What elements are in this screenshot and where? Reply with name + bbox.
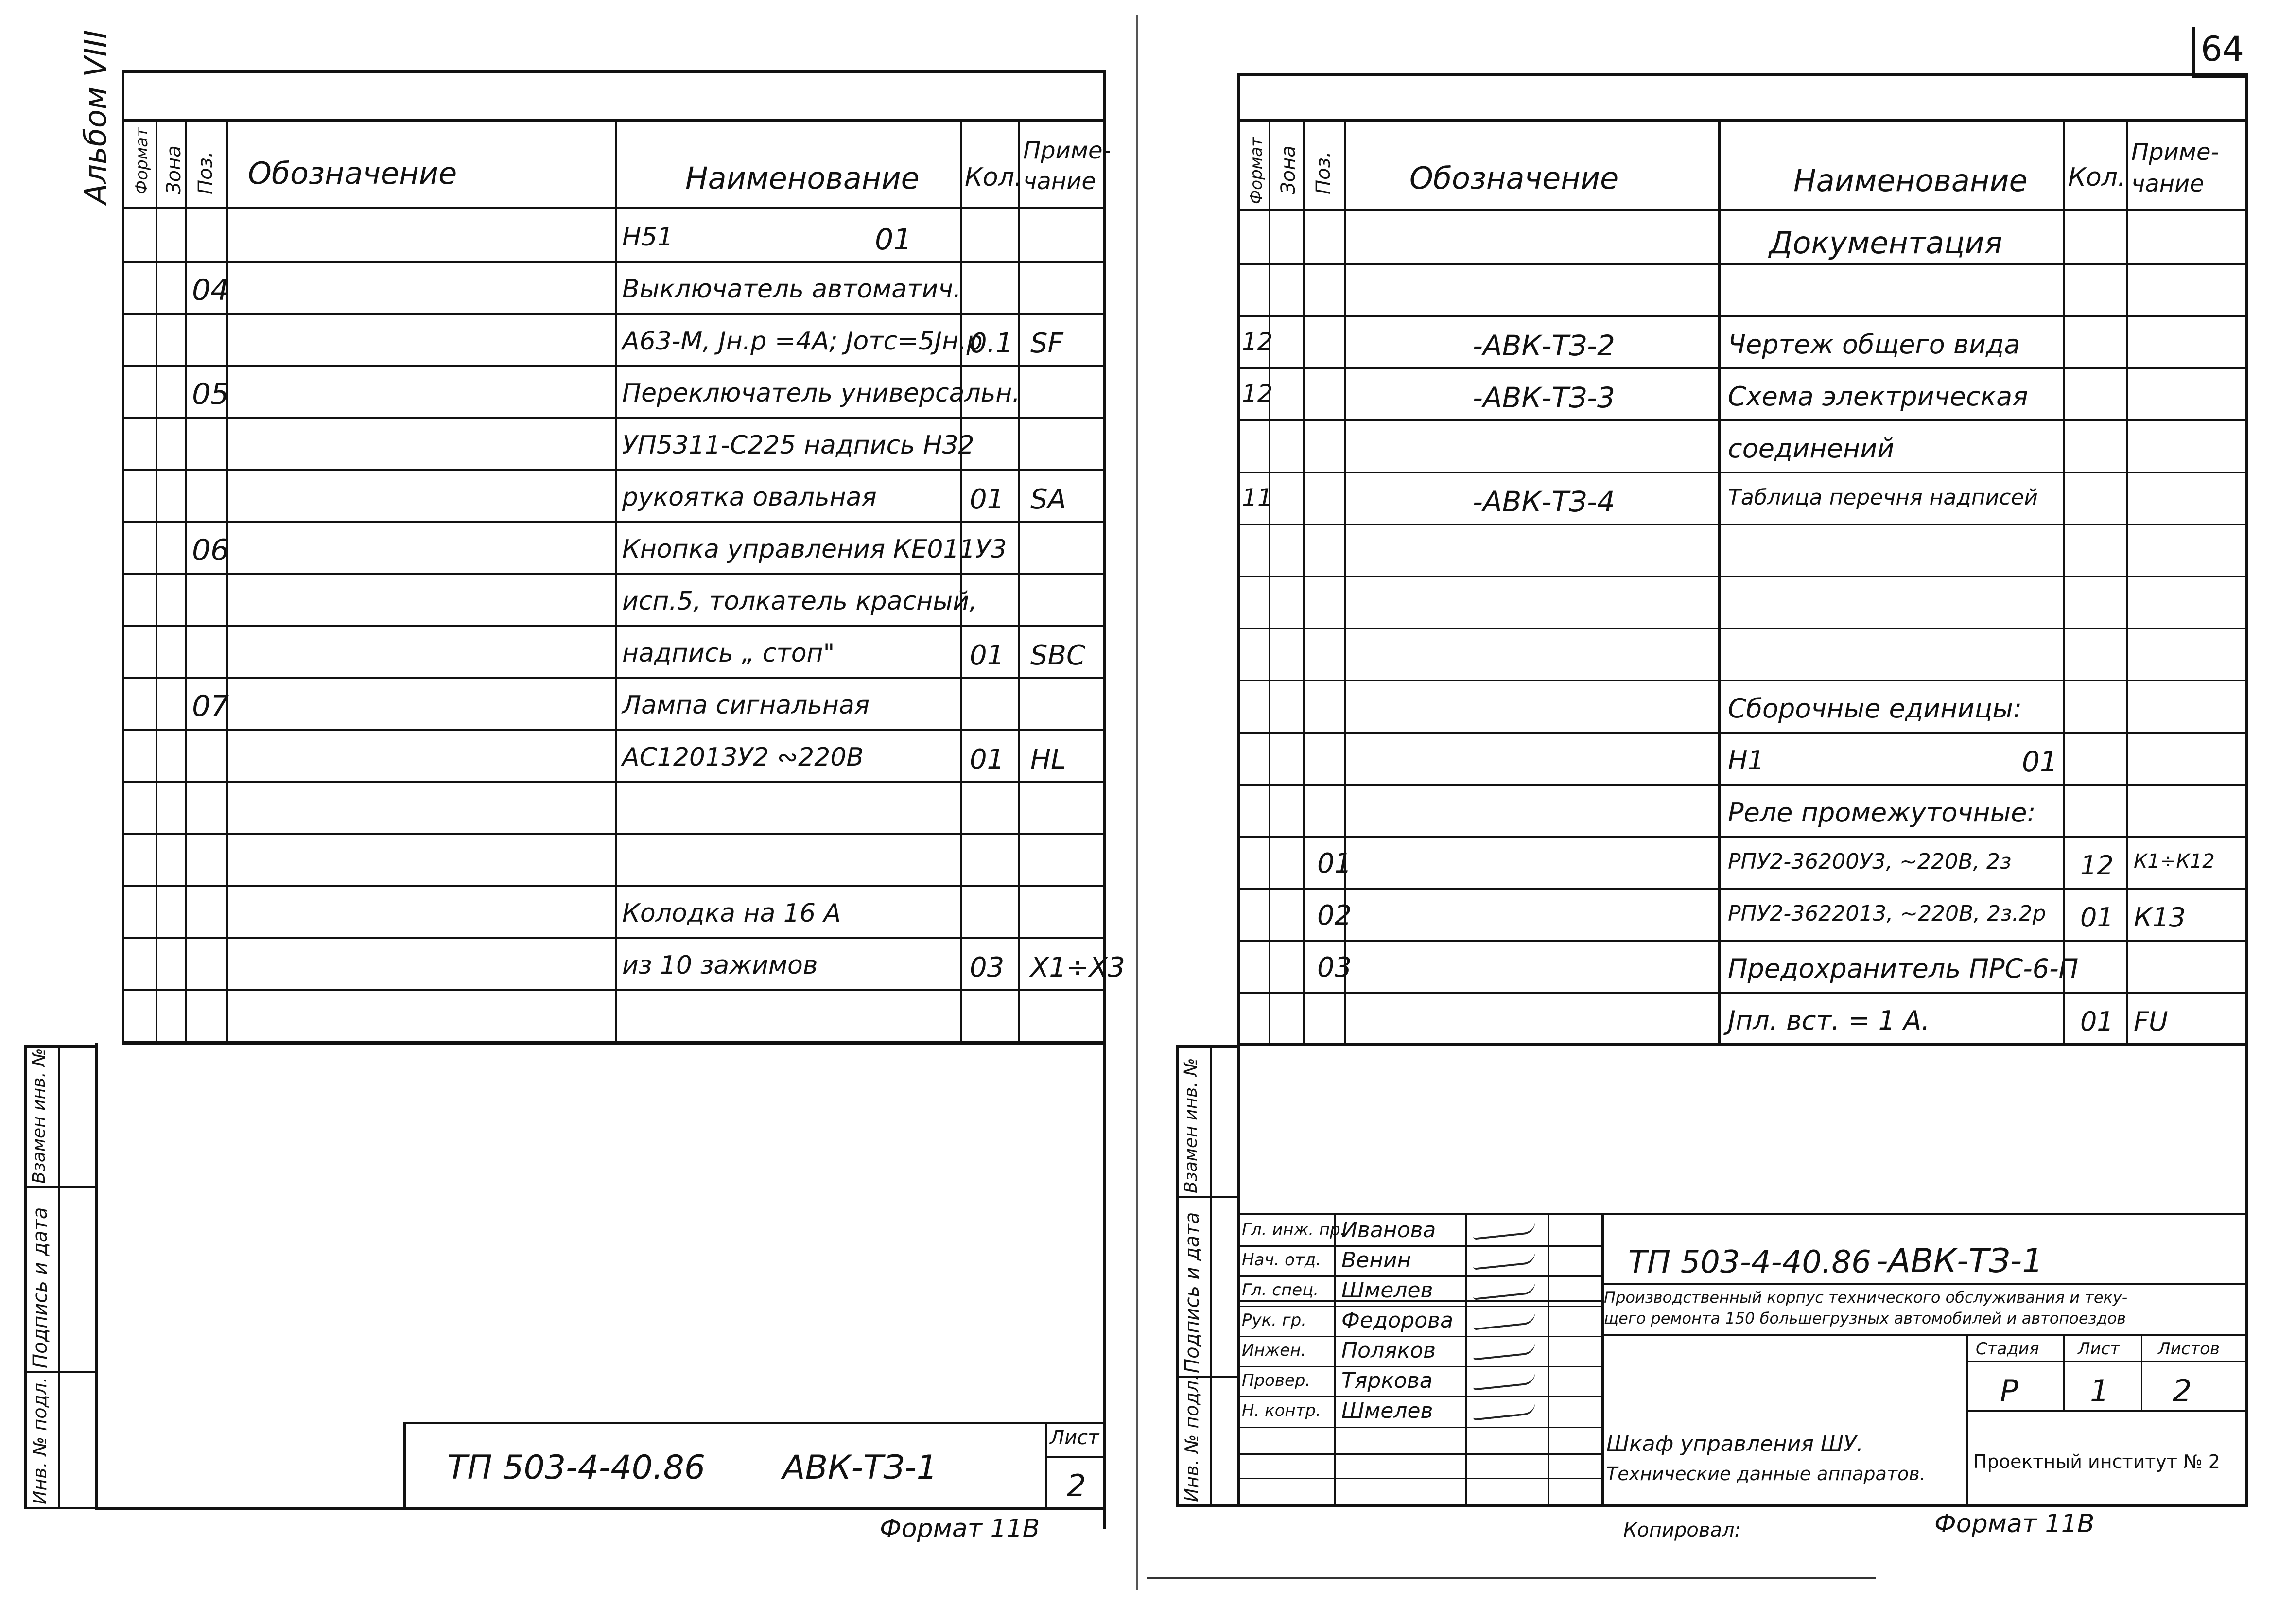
left-row-line (122, 313, 1106, 315)
left-row-pos: 05 (192, 377, 229, 411)
signature-scribble (1472, 1341, 1536, 1360)
signature-scribble (1472, 1371, 1536, 1390)
right-row-name: Jпл. вст. = 1 А. (1728, 1005, 1930, 1036)
left-row-line (122, 833, 1106, 835)
left-row-note: SF (1030, 328, 1063, 359)
right-stamp-doc: -АВК-ТЗ-1 (1876, 1242, 2043, 1280)
right-header-pos: Поз. (1312, 151, 1335, 194)
left-row-line (122, 625, 1106, 627)
right-row-line (1237, 992, 2248, 994)
right-side-replace-inv: Взамен инв. № (1181, 1058, 1201, 1193)
stamp-person-name: Иванова (1341, 1218, 1436, 1242)
left-row-name-b: 01 (875, 223, 912, 257)
stamp-person-role: Нач. отд. (1242, 1250, 1322, 1270)
right-stamp-stage: Р (2000, 1373, 2018, 1409)
right-row-line (1237, 472, 2248, 473)
left-row-line (122, 729, 1106, 731)
left-row-name: АС12013У2 ∾220В (622, 743, 864, 772)
right-row-line (1237, 419, 2248, 421)
stamp-person-line (1237, 1366, 1601, 1367)
right-stamp-title-1: Шкаф управления ШУ. (1606, 1432, 1863, 1456)
right-row-format: 11 (1242, 484, 1273, 512)
right-header-note-2: чание (2131, 170, 2204, 197)
left-row-qty: 03 (970, 952, 1005, 983)
right-row-line (1237, 576, 2248, 577)
right-row-name: Реле промежуточные: (1728, 797, 2036, 828)
left-stamp-sheet-label: Лист (1050, 1427, 1099, 1449)
stamp-person-name: Шмелев (1341, 1398, 1433, 1423)
stamp-person-line (1237, 1306, 1601, 1307)
left-row-line (122, 781, 1106, 783)
stamp-person-role: Гл. спец. (1242, 1280, 1319, 1300)
left-row-line (122, 261, 1106, 263)
left-row-note: SBC (1030, 640, 1086, 671)
right-row-line (1237, 628, 2248, 629)
right-stamp-project-1: Производственный корпус технического обслуживания и теку- (1604, 1288, 2128, 1307)
right-stamp-sheet-no: 1 (2090, 1373, 2109, 1409)
right-row-line (1237, 367, 2248, 369)
page-number: 64 (2201, 29, 2244, 69)
left-row-name: исп.5, толкатель красный, (622, 587, 977, 616)
right-row-line (1237, 1044, 2248, 1046)
right-row-line (1237, 784, 2248, 786)
stamp-person-line (1237, 1245, 1601, 1247)
left-row-qty: 0.1 (970, 328, 1013, 359)
left-header-zone: Зона (163, 145, 185, 194)
right-stamp-org: Проектный институт № 2 (1973, 1451, 2220, 1472)
right-row-name: РПУ2-36200У3, ~220В, 2з (1728, 849, 2012, 874)
left-row-line (122, 365, 1106, 367)
right-row-designation: -АВК-ТЗ-3 (1473, 381, 1615, 414)
right-row-note: К13 (2134, 902, 2186, 933)
left-row-name: надпись „ стоп" (622, 639, 835, 668)
left-stamp-code: ТП 503-4-40.86 (447, 1449, 706, 1487)
left-row-line (122, 417, 1106, 419)
right-row-name: Таблица перечня надписей (1728, 485, 2038, 510)
right-row-line (1237, 263, 2248, 265)
right-header-note-1: Приме- (2131, 139, 2219, 166)
left-row-line (122, 885, 1106, 887)
left-row-name: Кнопка управления КЕ011У3 (622, 535, 1007, 564)
left-row-qty: 01 (970, 640, 1005, 671)
left-row-name: Колодка на 16 А (622, 899, 841, 928)
signature-scribble (1472, 1221, 1536, 1240)
left-header-note-1: Приме- (1023, 137, 1111, 164)
right-row-line (1237, 524, 2248, 525)
right-row-pos: 03 (1317, 952, 1352, 983)
signature-scribble (1472, 1281, 1536, 1300)
left-header-pos: Поз. (194, 151, 217, 194)
left-lower-frame (95, 1043, 98, 1509)
right-side-sign-date: Подпись и дата (1181, 1212, 1203, 1373)
right-header-format: Формат (1247, 137, 1266, 204)
right-row-name: соединений (1728, 433, 1895, 464)
stamp-person-name: Федорова (1341, 1308, 1454, 1333)
left-header-designation: Обозначение (248, 156, 457, 191)
left-format-label: Формат 11В (880, 1514, 1040, 1543)
left-row-line (122, 469, 1106, 471)
left-row-name: Переключатель универсальн. (622, 379, 1020, 408)
left-row-line (122, 521, 1106, 523)
right-row-format: 12 (1242, 380, 1273, 408)
left-header-qty: Кол. (965, 163, 1023, 192)
left-row-name: УП5311-С225 надпись Н32 (622, 431, 974, 460)
left-row-line (122, 937, 1106, 939)
left-row-note: X1÷X3 (1030, 952, 1125, 983)
left-row-line (122, 573, 1106, 575)
left-row-line (122, 989, 1106, 991)
left-row-qty: 01 (970, 484, 1005, 515)
right-row-line (1237, 315, 2248, 317)
left-row-note: SA (1030, 484, 1066, 515)
left-row-name: из 10 зажимов (622, 951, 818, 980)
right-row-name: Схема электрическая (1728, 381, 2028, 412)
scan-edge-line (1147, 1577, 1876, 1579)
left-row-name: Лампа сигнальная (622, 691, 870, 720)
right-header-name: Наименование (1793, 163, 2028, 198)
signature-scribble (1472, 1251, 1536, 1270)
left-header-name: Наименование (685, 160, 920, 196)
fold-line (1136, 15, 1138, 1590)
right-copied-label: Копировал: (1623, 1519, 1741, 1541)
right-row-name: Предохранитель ПРС-6-П (1728, 953, 2079, 984)
right-stamp-sheet-label: Лист (2078, 1339, 2120, 1359)
right-row-line (1237, 888, 2248, 890)
stamp-person-role: Инжен. (1242, 1341, 1306, 1360)
right-row-name-b: 01 (2022, 745, 2058, 778)
left-stamp-doc: АВК-ТЗ-1 (783, 1449, 938, 1487)
signature-scribble (1472, 1401, 1536, 1420)
right-stamp-code: ТП 503-4-40.86 (1628, 1244, 1871, 1280)
stamp-person-name: Поляков (1341, 1338, 1436, 1363)
right-header-qty: Кол. (2068, 163, 2126, 192)
right-row-note: К1÷К12 (2134, 850, 2215, 873)
stamp-person-role: Гл. инж. пр. (1242, 1220, 1346, 1240)
right-row-name: Документация (1769, 225, 2002, 261)
left-stamp-sheet-no: 2 (1067, 1468, 1086, 1503)
left-header-format: Формат (132, 127, 152, 194)
signature-scribble (1472, 1311, 1536, 1330)
right-row-format: 12 (1242, 328, 1273, 356)
left-header-note-2: чание (1023, 168, 1096, 195)
left-row-name: Выключатель автоматич. (622, 275, 961, 304)
left-row-line (122, 1041, 1106, 1043)
right-header-zone: Зона (1277, 145, 1300, 194)
left-row-pos: 04 (192, 273, 229, 307)
right-row-name: Чертеж общего вида (1728, 329, 2020, 360)
stamp-person-role: Н. контр. (1242, 1401, 1321, 1420)
right-stamp-title-2: Технические данные аппаратов. (1606, 1463, 1926, 1485)
right-row-line (1237, 836, 2248, 838)
left-side-inv-orig: Инв. № подл. (29, 1377, 51, 1504)
right-row-qty: 01 (2080, 902, 2114, 933)
right-row-designation: -АВК-ТЗ-4 (1473, 485, 1615, 518)
left-row-qty: 01 (970, 744, 1005, 775)
stamp-person-role: Рук. гр. (1242, 1310, 1307, 1330)
right-row-pos: 01 (1317, 848, 1352, 879)
right-row-pos: 02 (1317, 900, 1352, 931)
left-row-name: Н51 (622, 223, 674, 252)
right-row-name: РПУ2-3622013, ~220В, 2з.2р (1728, 901, 2046, 926)
right-row-line (1237, 680, 2248, 681)
right-stamp-project-2: щего ремонта 150 большегрузных автомобилей и автопоездов (1604, 1309, 2126, 1328)
stamp-person-line (1237, 1336, 1601, 1337)
left-row-name: рукоятка овальная (622, 483, 877, 512)
right-header-designation: Обозначение (1409, 160, 1619, 196)
stamp-person-line (1237, 1396, 1601, 1397)
left-row-note: HL (1030, 744, 1066, 775)
right-row-qty: 12 (2080, 850, 2114, 881)
right-side-inv-orig: Инв. № подл. (1181, 1374, 1202, 1502)
left-row-name: А63-М, Jн.р =4А; Jотс=5Jн.р (622, 327, 983, 356)
stamp-person-name: Тяркова (1341, 1368, 1433, 1393)
left-side-sign-date: Подпись и дата (29, 1207, 52, 1368)
stamp-person-name: Шмелев (1341, 1278, 1433, 1303)
right-row-qty: 01 (2080, 1006, 2114, 1037)
stamp-person-name: Венин (1341, 1248, 1411, 1273)
right-stamp-sheets-label: Листов (2158, 1339, 2220, 1359)
left-side-replace-inv: Взамен инв. № (29, 1048, 49, 1184)
left-row-pos: 06 (192, 533, 229, 567)
right-row-line (1237, 732, 2248, 734)
right-row-name: Н1 (1728, 745, 1764, 776)
left-row-pos: 07 (192, 689, 229, 723)
stamp-person-line (1237, 1275, 1601, 1277)
stamp-person-role: Провер. (1242, 1371, 1311, 1390)
right-row-note: FU (2134, 1006, 2168, 1037)
right-row-designation: -АВК-ТЗ-2 (1473, 329, 1615, 362)
right-row-name: Сборочные единицы: (1728, 693, 2022, 724)
right-stamp-sheets-total: 2 (2173, 1373, 2192, 1409)
right-format-label: Формат 11В (1934, 1509, 2095, 1538)
album-label: Альбом VIII (78, 30, 113, 204)
left-row-line (122, 677, 1106, 679)
right-row-line (1237, 940, 2248, 942)
right-stamp-stage-label: Стадия (1976, 1339, 2039, 1359)
